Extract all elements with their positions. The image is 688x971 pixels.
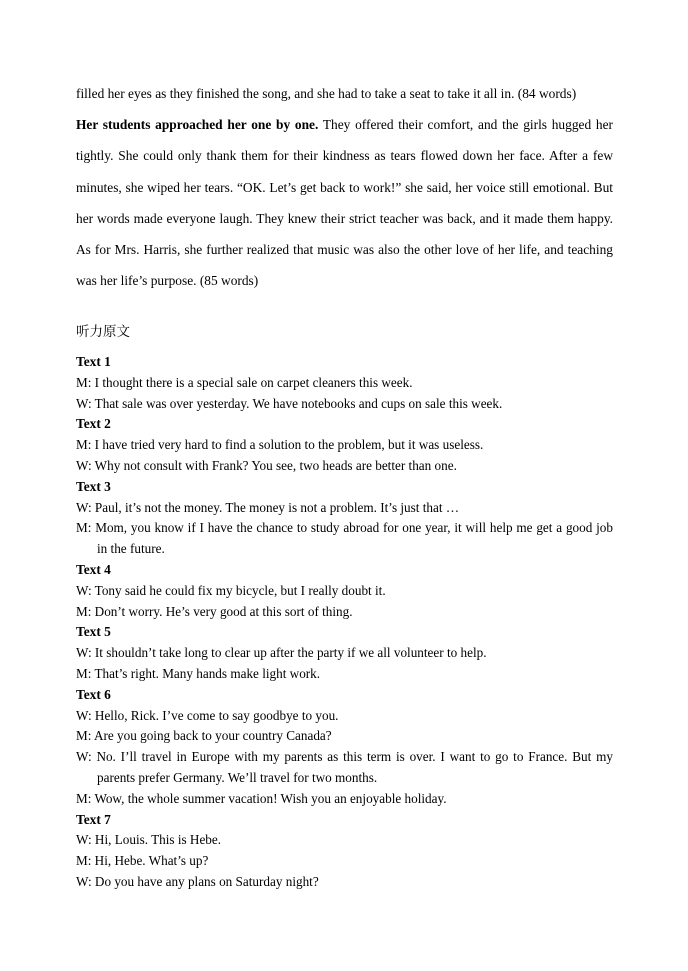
dialogue-line: W: No. I’ll travel in Europe with my parents as this term is over. I want to go to France. But my parents prefer Germany. We’ll travel for two months. — [76, 749, 613, 785]
dialogue-line: M: Wow, the whole summer vacation! Wish you an enjoyable holiday. — [76, 790, 447, 806]
essay-paragraph-2 — [76, 109, 613, 296]
essay-paragraph-2-body: They offered their comfort, and the girls hugged her tightly. She could only thank them for their kindness as tears flowed down her face. After a few minutes, she wiped her tears. “OK. Let’s get back to work!” she said, her voice still emotional. But her words made everyone laugh. They knew their strict teacher was back, and it made them happy. As for Mrs. Harris, she further realized that music was also the other love of her life, and teaching was her life’s purpose. (85 words) — [76, 117, 613, 289]
dialogue-line: M: Are you going back to your country Canada? — [76, 728, 332, 744]
dialogue-line: W: Do you have any plans on Saturday night? — [76, 873, 319, 889]
dialogue-line: M: Mom, you know if I have the chance to study abroad for one year, it will help me get a good job in the future. — [76, 520, 613, 557]
text-heading: Text 1 — [76, 354, 111, 369]
dialogue-line: W: Hello, Rick. I’ve come to say goodbye to you. — [76, 707, 339, 723]
essay-paragraph-2-lead: Her students approached her one by one. — [76, 117, 319, 133]
dialogue-line: W: Why not consult with Frank? You see, two heads are better than one. — [76, 457, 457, 473]
text-heading: Text 7 — [76, 811, 111, 827]
dialogue-line: M: I have tried very hard to find a solution to the problem, but it was useless. — [76, 437, 484, 453]
dialogue-line: M: That’s right. Many hands make light work. — [76, 665, 321, 681]
section-title-listening-script: 听力原文 — [76, 324, 130, 340]
text-heading: Text 5 — [76, 624, 111, 640]
dialogue-line: M: Hi, Hebe. What’s up? — [76, 853, 209, 869]
essay-paragraph-1: filled her eyes as they finished the song, and she had to take a seat to take it all in. (84 words) — [76, 86, 577, 101]
dialogue-line: W: Paul, it’s not the money. The money is not a problem. It’s just that … — [76, 499, 460, 515]
dialogue-line: M: I thought there is a special sale on carpet cleaners this week. — [76, 374, 413, 390]
dialogue-line: W: That sale was over yesterday. We have notebooks and cups on sale this week. — [76, 395, 503, 411]
text-heading: Text 4 — [76, 561, 111, 577]
listening-transcript — [76, 352, 613, 893]
text-heading: Text 6 — [76, 686, 111, 702]
dialogue-line: W: It shouldn’t take long to clear up after the party if we all volunteer to help. — [76, 645, 487, 661]
text-heading: Text 2 — [76, 416, 111, 432]
dialogue-line: M: Don’t worry. He’s very good at this sort of thing. — [76, 603, 353, 619]
dialogue-line: W: Tony said he could fix my bicycle, but I really doubt it. — [76, 582, 386, 598]
dialogue-line: W: Hi, Louis. This is Hebe. — [76, 832, 222, 848]
document-page — [76, 78, 613, 889]
text-heading: Text 3 — [76, 478, 111, 494]
